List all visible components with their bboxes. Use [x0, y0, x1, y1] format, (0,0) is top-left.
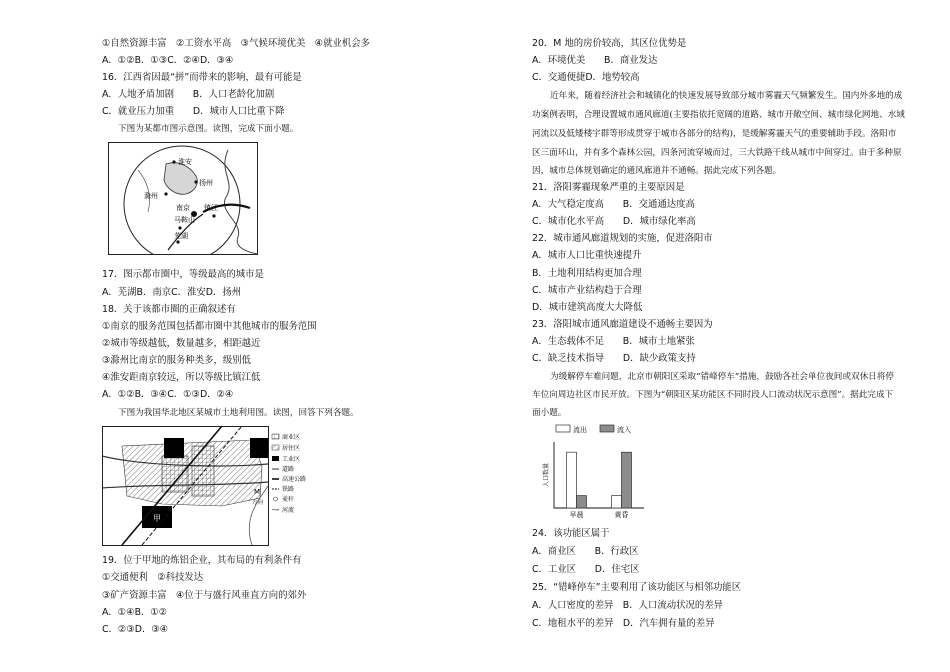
q19-statement-2: ③矿产资源丰富 ④位于与盛行风垂直方向的郊外	[102, 590, 307, 601]
population-flow-chart	[532, 422, 652, 522]
q24-options-cd: C．工业区 D．住宅区	[532, 564, 640, 575]
legend-swatch-1	[600, 425, 614, 432]
q18-statement-4: ④淮安距南京较远，所以等级比镇江低	[102, 372, 261, 383]
passage-line-2: 功案例表明，合理设置城市通风廊道(主要指依托宽阔的道路、城市开敞空间、城市绿化网地、水域	[532, 110, 905, 120]
q16-options-cd: C．就业压力加重 D．城市人口比重下降	[102, 106, 285, 117]
q22-stem: 22．城市通风廊道规划的实施，促进洛阳市	[532, 233, 713, 244]
q23-stem: 23．洛阳城市通风廊道建设不通畅主要因为	[532, 319, 713, 330]
legend-river: 河流	[282, 507, 295, 514]
q18-choices: A．①②B．③④C．①③D．②④	[102, 389, 234, 400]
legend-straw: 麦秆	[282, 496, 295, 503]
map1-label-zhenjiang: 镇江	[204, 204, 218, 212]
map2-legend	[272, 433, 306, 514]
legend-railway: 铁路	[282, 486, 295, 493]
q21-options-cd: C．城市化水平高 D．城市绿化率高	[532, 216, 696, 227]
q19-choices-2: C．②③D．③④	[102, 624, 169, 635]
q18-statement-3: ③滁州比南京的服务种类多，级别低	[102, 355, 252, 366]
q24-options-ab: A．商业区 B．行政区	[532, 546, 639, 557]
passage2-line-2: 车位向周边社区市民开放。下图为“朝阳区某功能区不同时段人口流动状况示意图”。据此完成下	[532, 390, 894, 400]
q22-option-b: B．土地利用结构更加合理	[532, 268, 642, 279]
metro-map	[108, 142, 258, 255]
map2-label-m: M	[254, 488, 261, 496]
q22-option-c: C．城市产业结构趋于合理	[532, 285, 642, 296]
q18-stem: 18．关于该都市圈的正确叙述有	[102, 304, 236, 315]
passage-line-3: 河流以及低矮楼宇群等形成贯穿于城市各部分的结构)，是缓解雾霾天气的重要辅助手段。洛阳市	[532, 129, 897, 139]
q17-choices: A．芜湖B．南京C．淮安D．扬州	[102, 287, 242, 298]
q15-choices: A．①②B．①③C．②④D．③④	[102, 55, 234, 66]
q22-option-a: A．城市人口比重快速提升	[532, 250, 642, 261]
passage-line-1: 近年来，随着经济社会和城镇化的快速发展导致部分城市雾霾天气频繁发生。国内外多地的成	[550, 91, 903, 101]
q16-stem: 16．江西省因最“拼”而带来的影响，最有可能是	[102, 72, 302, 83]
q16-options-ab: A．人地矛盾加剧 B．人口老龄化加剧	[102, 89, 275, 100]
x-tick-0: 早晨	[569, 511, 584, 519]
q23-options-cd: C．缺乏技术指导 D．缺少政策支持	[532, 353, 696, 364]
q23-options-ab: A．生态载体不足 B．城市土地紧张	[532, 336, 695, 347]
map1-label-maanshan: 马鞍山	[174, 216, 195, 224]
q18-statement-1: ①南京的服务范围包括都市圈中其他城市的服务范围	[102, 321, 317, 332]
legend-label-0: 流出	[573, 426, 587, 434]
q20-options-ab: A．环境优美 B．商业发达	[532, 55, 658, 66]
legend-residential: 居住区	[282, 445, 301, 452]
q25-options-ab: A．人口密度的差异 B．人口流动状况的差异	[532, 600, 723, 611]
q21-options-ab: A．大气稳定度高 B．交通通达度高	[532, 199, 695, 210]
legend-highway: 高速公路	[282, 476, 306, 483]
map2-label-jia: 甲	[153, 514, 161, 523]
bar-1-1	[622, 452, 632, 508]
map1-label-wuhu: 芜湖	[174, 232, 188, 240]
map1-intro: 下图为某都市图示意图。读图，完成下面小题。	[118, 124, 299, 134]
q17-stem: 17．图示都市圈中，等级最高的城市是	[102, 269, 264, 280]
legend-label-1: 流入	[617, 426, 631, 434]
passage2-line-1: 为缓解停车难问题，北京市朝阳区采取“错峰停车”措施，鼓励各社会单位夜间或双休日将停	[550, 372, 894, 382]
q22-option-d: D．城市建筑高度大大降低	[532, 302, 643, 313]
q19-statement-1: ①交通便利 ②科技发达	[102, 572, 204, 583]
q15-options: ①自然资源丰富 ②工资水平高 ③气候环境优美 ④就业机会多	[102, 38, 370, 49]
passage2-line-3: 面小题。	[532, 408, 567, 418]
landuse-map	[102, 426, 306, 546]
map1-label-nanjing: 南京	[176, 204, 190, 212]
bar-0-1	[577, 496, 587, 508]
q24-stem: 24．该功能区属于	[532, 528, 610, 539]
legend-swatch-0	[556, 425, 570, 432]
chart-ylabel: 人口数量	[543, 462, 550, 487]
map1-label-huaian: 淮安	[178, 158, 192, 166]
legend-commercial: 商业区	[282, 434, 301, 441]
q20-stem: 20．M 地的房价较高，其区位优势是	[532, 38, 687, 49]
q19-choices-1: A．①④B．①②	[102, 607, 168, 618]
legend-industrial: 工业区	[282, 456, 301, 463]
map1-label-chuzhou: 滁州	[144, 192, 158, 200]
bar-0-0	[567, 452, 577, 508]
passage-line-5: 因，城市总体规划确定的通风廊道并不通畅。据此完成下列各题。	[532, 166, 782, 176]
legend-road: 道路	[282, 466, 295, 473]
map2-label-m-sub: 方向	[252, 500, 264, 506]
map2-intro: 下图为我国华北地区某城市土地利用图。读图，回答下列各题。	[118, 408, 359, 418]
q25-options-cd: C．地租水平的差异 D．汽车拥有量的差异	[532, 618, 715, 629]
q20-options-cd: C．交通便捷D．地势较高	[532, 72, 640, 83]
passage-line-4: 区三面环山，并有多个森林公园，四条河流穿城而过，三大铁路干线从城市中间穿过。由于多种原	[532, 148, 902, 158]
x-tick-1: 黄昏	[614, 511, 629, 519]
q21-stem: 21．洛阳雾霾现象严重的主要原因是	[532, 182, 685, 193]
bar-1-0	[612, 496, 622, 508]
map1-label-yangzhou: 扬州	[199, 179, 213, 187]
q18-statement-2: ②城市等级越低，数量越多，相距越近	[102, 338, 261, 349]
q19-stem: 19．位于甲地的炼铝企业，其布局的有利条件有	[102, 555, 302, 566]
q25-stem: 25．“错峰停车”主要利用了该功能区与相邻功能区	[532, 582, 742, 593]
